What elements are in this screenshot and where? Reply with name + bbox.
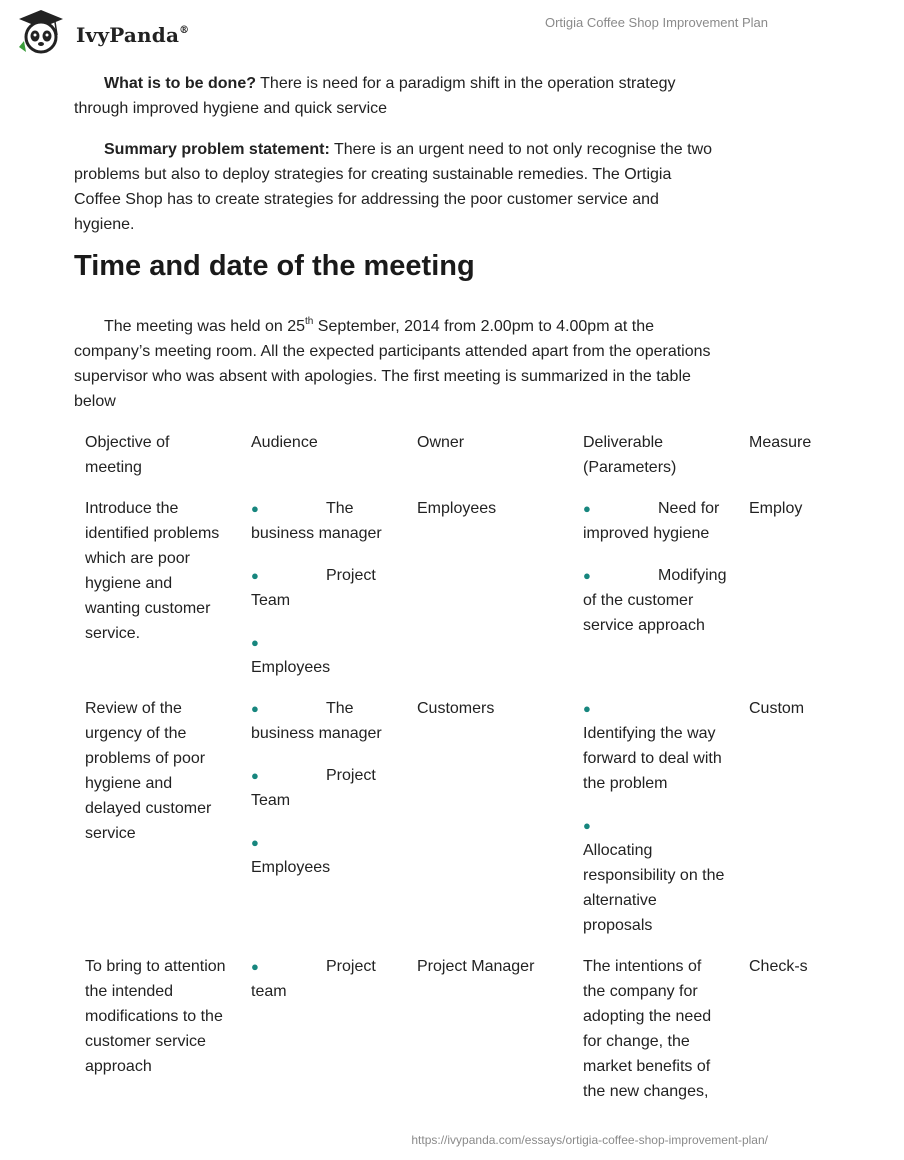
objective-cell: To bring to attention the intended modifications to the customer service approach <box>85 958 226 1075</box>
bullet-item: ●Allocating responsibility on the alternative proposals <box>583 813 727 938</box>
table-row <box>74 953 904 1119</box>
table-row <box>74 495 904 695</box>
summary-paragraph: Summary problem statement: There is an urgent need to not only recognise the two problems but also to deploy strategies for creating sustainable remedies. The Ortigia Coffee Shop has to create strategies for addressing the poor customer service and hygiene. <box>74 141 713 233</box>
owner-cell: Customers <box>417 700 495 717</box>
measure-cell: Custom <box>749 700 805 717</box>
bullet-item: ●Employees <box>251 830 395 880</box>
table-header: Objective of meeting <box>85 434 170 476</box>
table-header: Measure <box>749 434 812 451</box>
audience-cell <box>240 695 406 953</box>
deliverable-cell: The intentions of the company for adopting the need for change, the market benefits of the new changes, <box>583 958 712 1100</box>
bullet-icon: ● <box>251 635 259 650</box>
audience-cell <box>240 953 406 1119</box>
owner-cell: Employees <box>417 500 497 517</box>
measure-cell: Employ <box>749 500 803 517</box>
bullet-icon: ● <box>251 835 259 850</box>
objective-cell: Review of the urgency of the problems of poor hygiene and delayed customer service <box>85 700 212 842</box>
intro-section <box>74 71 714 253</box>
bullet-item: ● Project Team <box>251 563 395 613</box>
table-row <box>74 695 904 953</box>
bullet-item: ●Employees <box>251 630 395 680</box>
deliverable-cell <box>572 495 738 695</box>
bullet-item: ● Need for improved hygiene <box>583 496 727 546</box>
meeting-table <box>74 429 904 1119</box>
measure-cell: Check-s <box>749 958 808 975</box>
objective-cell: Introduce the identified problems which are poor hygiene and wanting customer service. <box>85 500 220 642</box>
bullet-icon: ● <box>583 818 591 833</box>
table-header: Audience <box>251 434 318 451</box>
bullet-icon: ● <box>251 959 259 974</box>
bullet-icon: ● <box>251 568 259 583</box>
todo-paragraph: What is to be done? There is need for a paradigm shift in the operation strategy through improved hygiene and quick service <box>74 75 676 117</box>
table-header: Deliverable (Parameters) <box>583 434 677 476</box>
meeting-paragraph: The meeting was held on 25th September, 2014 from 2.00pm to 4.00pm at the company’s meeting room. All the expected participants attended apart from the operations supervisor who was absent with apologies. The first meeting is summarized in the table below <box>74 315 711 410</box>
bullet-item: ● Modifying of the customer service approach <box>583 563 727 638</box>
bullet-item: ● Project team <box>251 954 395 1004</box>
deliverable-cell <box>572 695 738 953</box>
bullet-icon: ● <box>251 768 259 783</box>
bullet-icon: ● <box>583 568 591 583</box>
audience-cell <box>240 495 406 695</box>
bullet-item: ●Identifying the way forward to deal with the problem <box>583 696 727 796</box>
section-heading: Time and date of the meeting <box>74 250 475 282</box>
bullet-icon: ● <box>583 501 591 516</box>
bullet-item: ● Project Team <box>251 763 395 813</box>
bullet-icon: ● <box>583 701 591 716</box>
bullet-item: ● The business manager <box>251 696 395 746</box>
brand-name: IvyPanda® <box>76 23 190 47</box>
ivypanda-logo[interactable] <box>16 9 206 55</box>
table-header-row <box>74 429 904 495</box>
table-header: Owner <box>417 434 465 451</box>
bullet-item: ● The business manager <box>251 496 395 546</box>
bullet-icon: ● <box>251 501 259 516</box>
source-url[interactable]: https://ivypanda.com/essays/ortigia-coffee-shop-improvement-plan/ <box>411 1133 768 1147</box>
document-title: Ortigia Coffee Shop Improvement Plan <box>544 15 768 30</box>
owner-cell: Project Manager <box>417 958 535 975</box>
panda-icon <box>16 9 66 55</box>
bullet-icon: ● <box>251 701 259 716</box>
